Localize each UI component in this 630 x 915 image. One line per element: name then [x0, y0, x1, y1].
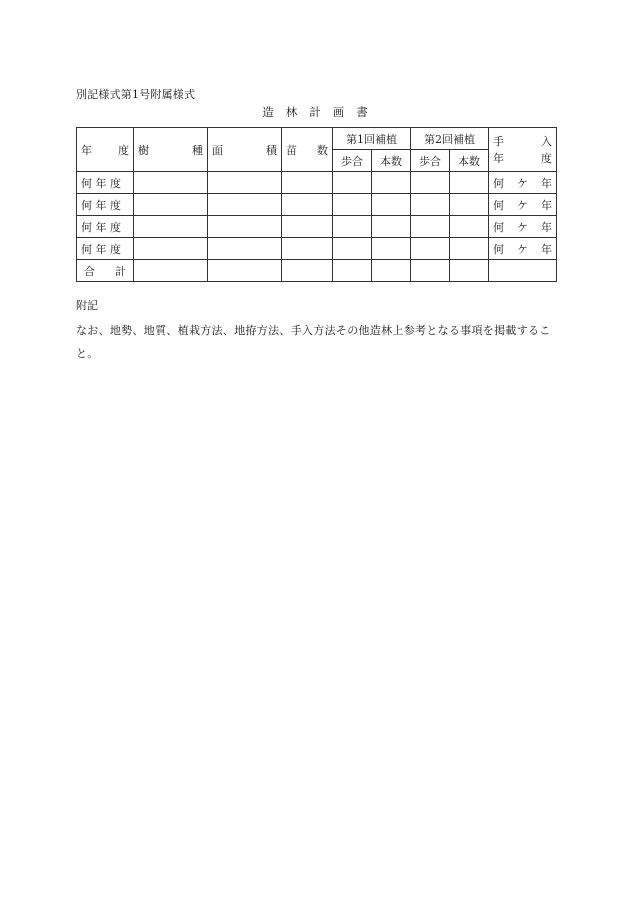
care-char: ケ: [517, 220, 528, 234]
title-char: 書: [356, 105, 368, 119]
note-text: なお、地勢、地質、植栽方法、地拵方法、手入方法その他造林上参考となる事項を掲載すること。: [76, 324, 551, 360]
cell-replant-2-rate[interactable]: [411, 238, 450, 260]
cell-seedlings[interactable]: [282, 194, 333, 216]
cell-replant-2-rate[interactable]: [411, 216, 450, 238]
total-area[interactable]: [208, 260, 282, 282]
header-species-char: 樹: [138, 143, 149, 157]
care-char: ケ: [517, 242, 528, 256]
header-area: [208, 128, 282, 172]
header-year: [77, 128, 134, 172]
header-year-char: 年: [81, 143, 92, 157]
care-char: 何: [493, 242, 504, 256]
care-char: 何: [493, 220, 504, 234]
cell-species[interactable]: [134, 216, 208, 238]
cell-replant-1-count[interactable]: [372, 194, 411, 216]
cell-replant-1-rate[interactable]: [333, 238, 372, 260]
header-care-char: 年: [493, 151, 504, 165]
row-year-label: 何 年 度: [77, 216, 134, 238]
header-species-char: 種: [192, 143, 203, 157]
title-char: 画: [332, 105, 345, 119]
cell-replant-2-rate[interactable]: [411, 194, 450, 216]
cell-area[interactable]: [208, 216, 282, 238]
total-replant-2-count[interactable]: [450, 260, 489, 282]
cell-replant-1-rate[interactable]: [333, 216, 372, 238]
total-seedlings[interactable]: [282, 260, 333, 282]
cell-replant-2-count[interactable]: [450, 216, 489, 238]
header-care-char: 手: [493, 134, 504, 148]
title-char: 林: [285, 105, 298, 119]
care-char: ケ: [517, 198, 528, 212]
total-species[interactable]: [134, 260, 208, 282]
care-char: 何: [493, 176, 504, 190]
header-replant-2-count: 本数: [450, 150, 489, 172]
cell-care-years: [489, 194, 557, 216]
row-year-label: 何 年 度: [77, 238, 134, 260]
cell-area[interactable]: [208, 194, 282, 216]
table-row: [77, 216, 557, 238]
header-seedlings-char: 苗: [286, 143, 297, 157]
total-label: [77, 260, 134, 282]
header-year-char: 度: [118, 143, 129, 157]
cell-species[interactable]: [134, 238, 208, 260]
title-char: 計: [309, 105, 321, 119]
form-reference: 別記様式第1号附属様式: [76, 88, 196, 101]
header-species: [134, 128, 208, 172]
header-replant-1: 第1回補植: [333, 128, 411, 150]
cell-area[interactable]: [208, 172, 282, 194]
cell-care-years: [489, 216, 557, 238]
header-care-char: 入: [541, 134, 552, 148]
cell-care-years: [489, 238, 557, 260]
afforestation-plan-table: [76, 127, 557, 282]
table-row: [77, 238, 557, 260]
header-replant-2-rate: 歩合: [411, 150, 450, 172]
note-label: 附記: [76, 299, 98, 312]
row-year-label: 何 年 度: [77, 194, 134, 216]
total-care-years[interactable]: [489, 260, 557, 282]
care-char: 年: [541, 242, 552, 256]
cell-care-years: [489, 172, 557, 194]
total-replant-2-rate[interactable]: [411, 260, 450, 282]
cell-replant-1-count[interactable]: [372, 216, 411, 238]
document-title: [0, 104, 630, 120]
header-replant-1-rate: 歩合: [333, 150, 372, 172]
cell-seedlings[interactable]: [282, 238, 333, 260]
care-char: ケ: [517, 176, 528, 190]
row-year-label: 何 年 度: [77, 172, 134, 194]
cell-replant-1-count[interactable]: [372, 172, 411, 194]
cell-replant-2-count[interactable]: [450, 194, 489, 216]
cell-seedlings[interactable]: [282, 216, 333, 238]
cell-species[interactable]: [134, 194, 208, 216]
table-row: [77, 172, 557, 194]
cell-seedlings[interactable]: [282, 172, 333, 194]
header-area-char: 積: [266, 143, 277, 157]
header-row-1: [77, 128, 557, 150]
cell-species[interactable]: [134, 172, 208, 194]
header-seedlings-char: 数: [317, 143, 328, 157]
total-char: 合: [84, 264, 95, 278]
title-char: 造: [262, 105, 274, 119]
cell-replant-2-rate[interactable]: [411, 172, 450, 194]
care-char: 何: [493, 198, 504, 212]
header-replant-2: 第2回補植: [411, 128, 489, 150]
total-char: 計: [115, 264, 126, 278]
header-seedlings: [282, 128, 333, 172]
care-char: 年: [541, 176, 552, 190]
header-replant-1-count: 本数: [372, 150, 411, 172]
cell-replant-2-count[interactable]: [450, 172, 489, 194]
total-replant-1-rate[interactable]: [333, 260, 372, 282]
cell-replant-1-rate[interactable]: [333, 172, 372, 194]
cell-replant-1-count[interactable]: [372, 238, 411, 260]
table-row: [77, 194, 557, 216]
header-care-years: [489, 128, 557, 172]
care-char: 年: [541, 220, 552, 234]
total-row: [77, 260, 557, 282]
header-area-char: 面: [212, 143, 223, 157]
cell-area[interactable]: [208, 238, 282, 260]
care-char: 年: [541, 198, 552, 212]
cell-replant-1-rate[interactable]: [333, 194, 372, 216]
header-care-char: 度: [541, 151, 552, 165]
cell-replant-2-count[interactable]: [450, 238, 489, 260]
total-replant-1-count[interactable]: [372, 260, 411, 282]
